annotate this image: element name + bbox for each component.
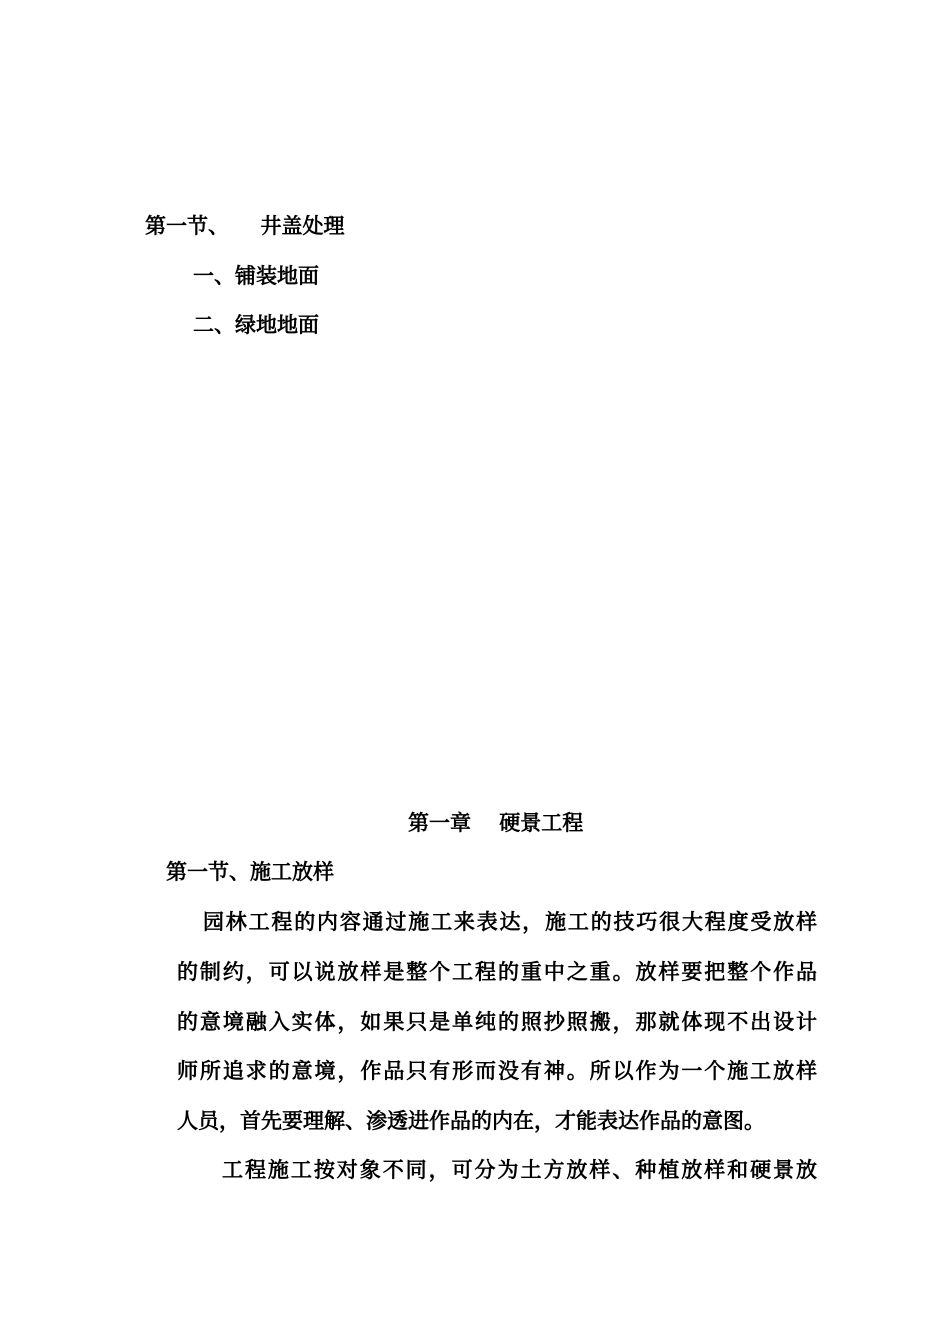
section-heading-manhole: 第一节、 井盖处理 bbox=[145, 213, 345, 238]
chapter-heading: 第一章 硬景工程 bbox=[408, 810, 584, 835]
section-heading-layout: 第一节、施工放样 bbox=[166, 859, 334, 884]
paragraph-line: 人员，首先要理解、渗透进作品的内在，才能表达作品的意图。 bbox=[177, 1108, 765, 1133]
paragraph-line: 的制约，可以说放样是整个工程的重中之重。放样要把整个作品 bbox=[177, 959, 817, 984]
paragraph-line: 师所追求的意境，作品只有形而没有神。所以作为一个施工放样 bbox=[177, 1058, 817, 1083]
subheading-green-ground: 二、绿地地面 bbox=[193, 312, 319, 337]
subheading-paved-ground: 一、铺装地面 bbox=[193, 263, 319, 288]
paragraph-line: 工程施工按对象不同，可分为土方放样、种植放样和硬景放 bbox=[222, 1157, 817, 1182]
paragraph-line: 的意境融入实体，如果只是单纯的照抄照搬，那就体现不出设计 bbox=[177, 1009, 817, 1034]
paragraph-line: 园林工程的内容通过施工来表达，施工的技巧很大程度受放样 bbox=[203, 909, 817, 934]
